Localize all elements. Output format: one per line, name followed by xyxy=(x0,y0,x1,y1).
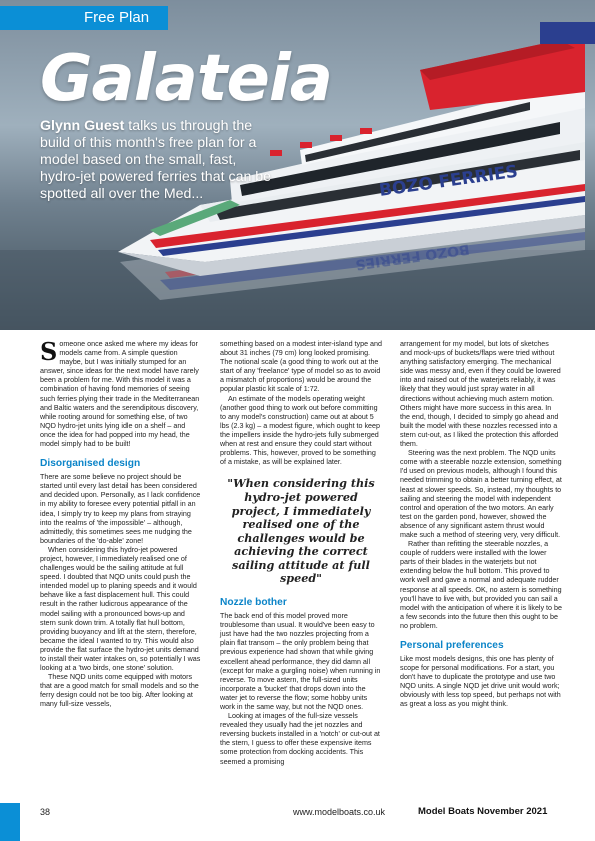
footer-url[interactable]: www.modelboats.co.uk xyxy=(293,807,386,817)
paragraph: arrangement for my model, but lots of sketches and mock-ups of buckets/flaps were tried without anything satisfactory emerging. The mechanical side was messy and, even if they could be lowered into and raised out of the waterjets reliably, it was likely that they would just spray water in all directions without achieving much astern motion. Others might have more success in this area. In the end, though, I decided to simply go ahead and built the model with these nozzles recessed into a stern cut-out, as I liked the protection this afforded them. xyxy=(400,340,561,449)
paragraph: Steering was the next problem. The NQD units come with a steerable nozzle extension, something I'd used on previous models, although I found this needed trimming to obtain a better turning effect, at least at slower speeds. So, instead, my thoughts to sailing and steering the model with independent control and operation of the two motors. An early test on the garden pond, however, showed the absence of any significant astern thrust would make such a method of steering very, very difficult. xyxy=(400,449,562,539)
pull-quote: "When considering this hydro-jet powered project, I immediately realised one of the challenges would be achieving the correct sailing attitude at full speed" xyxy=(227,476,375,586)
paragraph: Like most models designs, this one has plenty of scope for personal modifications. For a start, you don't have to duplicate the prototype and use two NQD units. A single NQD jet drive unit would work; obviously with less top speed, but perhaps not with as great a loss as you might think. xyxy=(400,655,561,709)
magazine-issue: Model Boats November 2021 xyxy=(418,806,548,817)
column-3 xyxy=(400,340,562,710)
page-number: 38 xyxy=(40,807,51,817)
paragraph: An estimate of the models operating weight (another good thing to work out before committing to any model's construction) came out at about 5 lbs (2.3 kg) – a modest figure, which ought to keep the impellers inside the hydro-jets fully submerged when at rest and ensure they could start without problems. This, however, proved to be something of a mistake, as will be explained later. xyxy=(220,394,380,467)
article-title: Galateia xyxy=(40,42,332,116)
subheading: Nozzle bother xyxy=(220,597,287,609)
footer-accent-bar xyxy=(0,803,20,841)
column-2 xyxy=(220,340,382,767)
paragraph: The back end of this model proved more troublesome than usual. It would've been easy to just have had the two nozzles projecting from a plain flat transom – the only problem being that previous experience had shown that while giving excellent ahead performance, they did damn all (except for make a gurgling noise) when running in reverse. To move astern, the full-sized units incorporate a 'bucket' that drops down into the water jet to reverse the flow; some hobby units work in the same way, but not the NQD ones. xyxy=(220,612,381,711)
standfirst xyxy=(40,118,278,203)
standfirst-text: talks us through the build of this month's free plan for a model based on the small, fast, hydro-jet powered ferries that can be spotted all over the Med... xyxy=(40,118,272,202)
drop-cap: S xyxy=(40,337,58,366)
section-tag: Free Plan xyxy=(0,6,168,30)
column-1 xyxy=(40,337,202,710)
paragraph: Rather than refitting the steerable nozzles, a couple of rudders were installed with the lower parts of their blades in the waterjets but not extending below the hull bottom. This proved to work well and gave a normal and adequate rudder response at all speeds. OK, no astern is something you'll have to live with, but provided you can sail a model with the anticipation of where it is likely to be a few seconds into the future then this ought to be no problem. xyxy=(400,540,562,630)
paragraph: Looking at images of the full-size vessels revealed they usually had the jet nozzles and reversing buckets installed in a 'notch' or cut-out at the stern, I guess to offer these expensive items some protection from docking accidents. This seemed a promising xyxy=(220,712,380,766)
subheading: Personal preferences xyxy=(400,640,504,651)
ship-name-reflection: BOZO FERRIES xyxy=(354,240,471,273)
subheading: Disorganised design xyxy=(40,458,141,470)
article-body xyxy=(40,337,562,802)
ship-name: BOZO FERRIES xyxy=(377,161,520,201)
paragraph: When considering this hydro-jet powered project, however, I immediately realised one of challenges would be the sailing attitude at full speed. I doubted that NQD units could push the intended model up to planing speeds and it would behave like a fast displacement hull. This could result in the rather ludicrous appearance of the model sailing with a pronounced bows-up and stern sunk down trim. A totally flat hull bottom, providing buoyancy and lift at the stern, therefore, became the ideal I wanted to try. This would also provide the flat surface the hydro-jet units demand to install their water intakes on, so potentially I was looking at a 'two birds, one stone' solution. xyxy=(40,545,201,673)
paragraph: Someone once asked me where my ideas for models came from. A simple question maybe, but I was initially stumped for an answer, since ideas for the next model have rarely been a problem for me. With this model it was a combination of having fond memories of seeing such ferries plying their trade in the Mediterranean and Baltic waters and the serendipitous discovery, while rooting around for something else, of two NQD hydro-jet units lying idle on a shelf – and once the idea for had popped into my head, the model simply had to be built! xyxy=(40,337,200,449)
paragraph: These NQD units come equipped with motors that are a good match for small models and so the ferry design could not be too big. After looking at many full-size vessels, xyxy=(40,673,199,709)
standfirst-author: Glynn Guest xyxy=(40,118,125,134)
paragraph: There are some believe no project should be started until every last detail has been considered and decided upon. Personally, as I lack confidence in my ability to foresee every potential pitfall in an idea, I simply try to keep my plans from straying into the realms of 'the impossible' – although, admittedly, this sometimes sees me nudging the boundaries of the 'do-able' zone! xyxy=(40,473,201,545)
paragraph: something based on a modest inter-island type and about 31 inches (79 cm) long looked promising. The notional scale (a good thing to work out at the start of any 'freelance' type of model so as to avoid a mismatch of proportions) would be around the popular plastic kit scale of 1:72. xyxy=(220,340,382,394)
